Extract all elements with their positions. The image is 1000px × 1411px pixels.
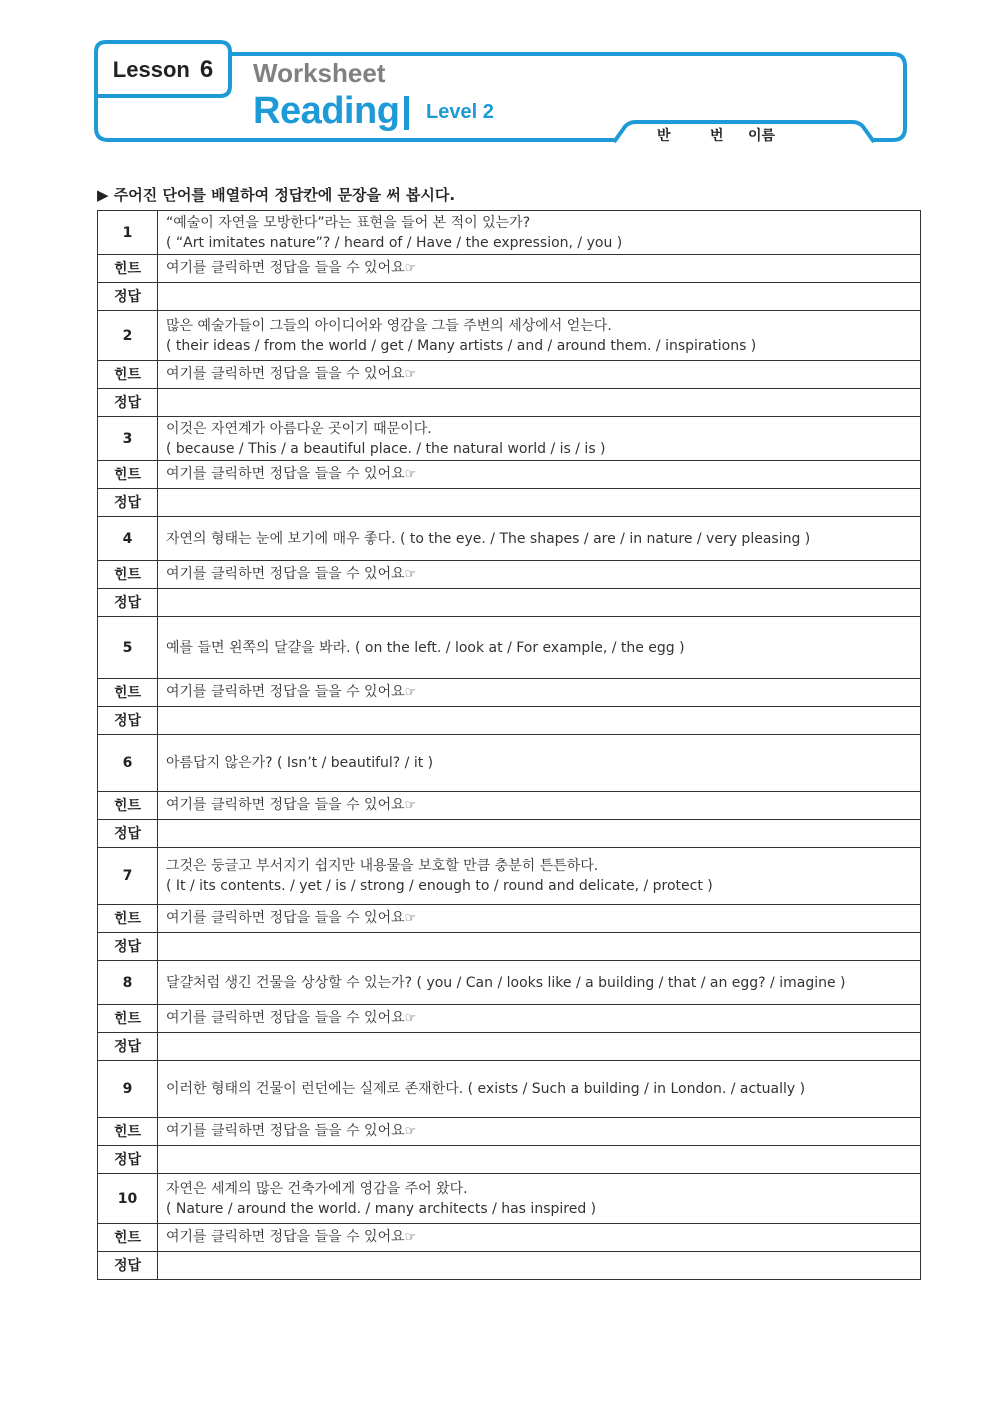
hint-audio-link[interactable]: 여기를 클릭하면 정답을 들을 수 있어요 (166, 1229, 405, 1245)
hint-cell[interactable] (158, 361, 921, 389)
hint-row (98, 561, 921, 589)
pointing-hand-icon[interactable]: ☞ (404, 261, 417, 276)
hint-cell[interactable] (158, 679, 921, 707)
answer-row (98, 389, 921, 417)
answer-label: 정답 (98, 820, 158, 848)
word-bank: ( on the left. / look at / For example, / the egg ) (355, 639, 685, 656)
hint-cell[interactable] (158, 792, 921, 820)
item-number: 10 (98, 1174, 158, 1224)
question-text (158, 417, 921, 461)
hint-row (98, 792, 921, 820)
hint-audio-link[interactable]: 여기를 클릭하면 정답을 들을 수 있어요 (166, 797, 405, 813)
answer-input[interactable] (158, 933, 921, 961)
korean-sentence: “예술이 자연을 모방한다”라는 표현을 들어 본 적이 있는가? (166, 214, 531, 231)
question-row (98, 211, 921, 255)
hint-label: 힌트 (98, 461, 158, 489)
pointing-hand-icon[interactable]: ☞ (404, 367, 417, 382)
hint-audio-link[interactable]: 여기를 클릭하면 정답을 들을 수 있어요 (166, 260, 405, 276)
pointing-hand-icon[interactable]: ☞ (404, 685, 417, 700)
item-number: 9 (98, 1061, 158, 1118)
question-row (98, 961, 921, 1005)
worksheet-title: Worksheet (253, 58, 386, 88)
answer-row (98, 283, 921, 311)
hint-cell[interactable] (158, 461, 921, 489)
question-text (158, 311, 921, 361)
hint-cell[interactable] (158, 1118, 921, 1146)
answer-label: 정답 (98, 389, 158, 417)
item-number: 5 (98, 617, 158, 679)
answer-label: 정답 (98, 1252, 158, 1280)
question-text (158, 517, 921, 561)
hint-audio-link[interactable]: 여기를 클릭하면 정답을 들을 수 있어요 (166, 566, 405, 582)
hint-row (98, 905, 921, 933)
word-bank: ( It / its contents. / yet / is / strong / enough to / round and delicate, / protect ) (166, 878, 713, 894)
answer-input[interactable] (158, 707, 921, 735)
question-row (98, 848, 921, 905)
word-bank: ( you / Can / looks like / a building / that / an egg? / imagine ) (416, 974, 846, 991)
level-label: Level 2 (426, 101, 494, 123)
hint-label: 힌트 (98, 1005, 158, 1033)
lesson-badge (100, 44, 226, 96)
answer-input[interactable] (158, 1252, 921, 1280)
hint-audio-link[interactable]: 여기를 클릭하면 정답을 들을 수 있어요 (166, 466, 405, 482)
question-row (98, 417, 921, 461)
question-text (158, 961, 921, 1005)
hint-audio-link[interactable]: 여기를 클릭하면 정답을 들을 수 있어요 (166, 366, 405, 382)
hint-row (98, 1224, 921, 1252)
hint-label: 힌트 (98, 1118, 158, 1146)
item-number: 6 (98, 735, 158, 792)
korean-sentence: 자연의 형태는 눈에 보기에 매우 좋다. (166, 530, 396, 547)
answer-row (98, 489, 921, 517)
hint-label: 힌트 (98, 361, 158, 389)
question-row (98, 311, 921, 361)
word-bank: ( their ideas / from the world / get / Many artists / and / around them. / inspirations ) (166, 337, 757, 354)
answer-label: 정답 (98, 589, 158, 617)
answer-label: 정답 (98, 933, 158, 961)
answer-row (98, 1146, 921, 1174)
hint-row (98, 1005, 921, 1033)
hint-row (98, 1118, 921, 1146)
korean-sentence: 그것은 둥글고 부서지기 쉽지만 내용물을 보호할 만큼 충분히 튼튼하다. (166, 858, 599, 874)
answer-input[interactable] (158, 589, 921, 617)
pointing-hand-icon[interactable]: ☞ (404, 1124, 417, 1139)
hint-row (98, 361, 921, 389)
answer-input[interactable] (158, 1033, 921, 1061)
word-bank: ( Nature / around the world. / many architects / has inspired ) (166, 1200, 597, 1217)
answer-input[interactable] (158, 489, 921, 517)
answer-row (98, 933, 921, 961)
hint-cell[interactable] (158, 905, 921, 933)
pointing-hand-icon[interactable]: ☞ (404, 567, 417, 582)
hint-label: 힌트 (98, 255, 158, 283)
korean-sentence: 자연은 세계의 많은 건축가에게 영감을 주어 왔다. (166, 1180, 468, 1197)
hint-label: 힌트 (98, 905, 158, 933)
answer-label: 정답 (98, 1146, 158, 1174)
question-text (158, 617, 921, 679)
pointing-hand-icon[interactable]: ☞ (404, 467, 417, 482)
title-divider-bar (404, 96, 409, 130)
question-row (98, 1061, 921, 1118)
name-label: 이름 (748, 128, 776, 144)
item-number: 1 (98, 211, 158, 255)
item-number: 8 (98, 961, 158, 1005)
hint-audio-link[interactable]: 여기를 클릭하면 정답을 들을 수 있어요 (166, 1123, 405, 1139)
lesson-label: Lesson (112, 57, 190, 82)
question-text (158, 211, 921, 255)
question-row (98, 1174, 921, 1224)
korean-sentence: 예를 들면 왼쪽의 달걀을 봐라. (166, 639, 351, 656)
item-number: 4 (98, 517, 158, 561)
item-number: 2 (98, 311, 158, 361)
hint-cell[interactable] (158, 561, 921, 589)
number-label: 번 (710, 128, 724, 144)
item-number: 7 (98, 848, 158, 905)
pointing-hand-icon[interactable]: ☞ (404, 1011, 417, 1026)
pointing-hand-icon[interactable]: ☞ (404, 798, 417, 813)
korean-sentence: 이러한 형태의 건물이 런던에는 실제로 존재한다. (166, 1081, 464, 1097)
word-bank: ( Isn’t / beautiful? / it ) (277, 755, 434, 771)
class-label: 반 (657, 128, 671, 144)
answer-row (98, 707, 921, 735)
hint-audio-link[interactable]: 여기를 클릭하면 정답을 들을 수 있어요 (166, 910, 405, 926)
question-text (158, 735, 921, 792)
question-text (158, 848, 921, 905)
question-text (158, 1174, 921, 1224)
hint-row (98, 461, 921, 489)
korean-sentence: 많은 예술가들이 그들의 아이디어와 영감을 그들 주변의 세상에서 얻는다. (166, 317, 612, 334)
answer-label: 정답 (98, 707, 158, 735)
hint-label: 힌트 (98, 561, 158, 589)
hint-cell[interactable] (158, 255, 921, 283)
korean-sentence: 달걀처럼 생긴 건물을 상상할 수 있는가? (166, 974, 413, 991)
answer-label: 정답 (98, 1033, 158, 1061)
hint-label: 힌트 (98, 679, 158, 707)
hint-audio-link[interactable]: 여기를 클릭하면 정답을 들을 수 있어요 (166, 684, 405, 700)
answer-row (98, 820, 921, 848)
hint-row (98, 679, 921, 707)
question-row (98, 517, 921, 561)
item-number: 3 (98, 417, 158, 461)
korean-sentence: 이것은 자연계가 아름다운 곳이기 때문이다. (166, 420, 432, 437)
question-row (98, 735, 921, 792)
pointing-hand-icon[interactable]: ☞ (404, 1230, 417, 1245)
hint-label: 힌트 (98, 792, 158, 820)
word-bank: ( exists / Such a building / in London. / actually ) (467, 1081, 806, 1097)
worksheet-table (97, 210, 921, 1280)
word-bank: ( “Art imitates nature”? / heard of / Have / the expression, / you ) (166, 234, 623, 251)
instruction-text: ▶ 주어진 단어를 배열하여 정답칸에 문장을 써 봅시다. (97, 186, 456, 204)
hint-cell[interactable] (158, 1224, 921, 1252)
answer-input[interactable] (158, 283, 921, 311)
pointing-hand-icon[interactable]: ☞ (404, 911, 417, 926)
question-text (158, 1061, 921, 1118)
answer-row (98, 1252, 921, 1280)
answer-label: 정답 (98, 283, 158, 311)
hint-cell[interactable] (158, 1005, 921, 1033)
lesson-number: 6 (199, 56, 214, 83)
korean-sentence: 아름답지 않은가? (166, 755, 273, 771)
word-bank: ( to the eye. / The shapes / are / in nature / very pleasing ) (400, 530, 811, 547)
answer-label: 정답 (98, 489, 158, 517)
reading-title: Reading (253, 90, 400, 132)
hint-label: 힌트 (98, 1224, 158, 1252)
answer-input[interactable] (158, 1146, 921, 1174)
answer-input[interactable] (158, 820, 921, 848)
answer-input[interactable] (158, 389, 921, 417)
answer-row (98, 1033, 921, 1061)
question-row (98, 617, 921, 679)
hint-row (98, 255, 921, 283)
answer-row (98, 589, 921, 617)
word-bank: ( because / This / a beautiful place. / the natural world / is / is ) (166, 440, 606, 457)
hint-audio-link[interactable]: 여기를 클릭하면 정답을 들을 수 있어요 (166, 1010, 405, 1026)
